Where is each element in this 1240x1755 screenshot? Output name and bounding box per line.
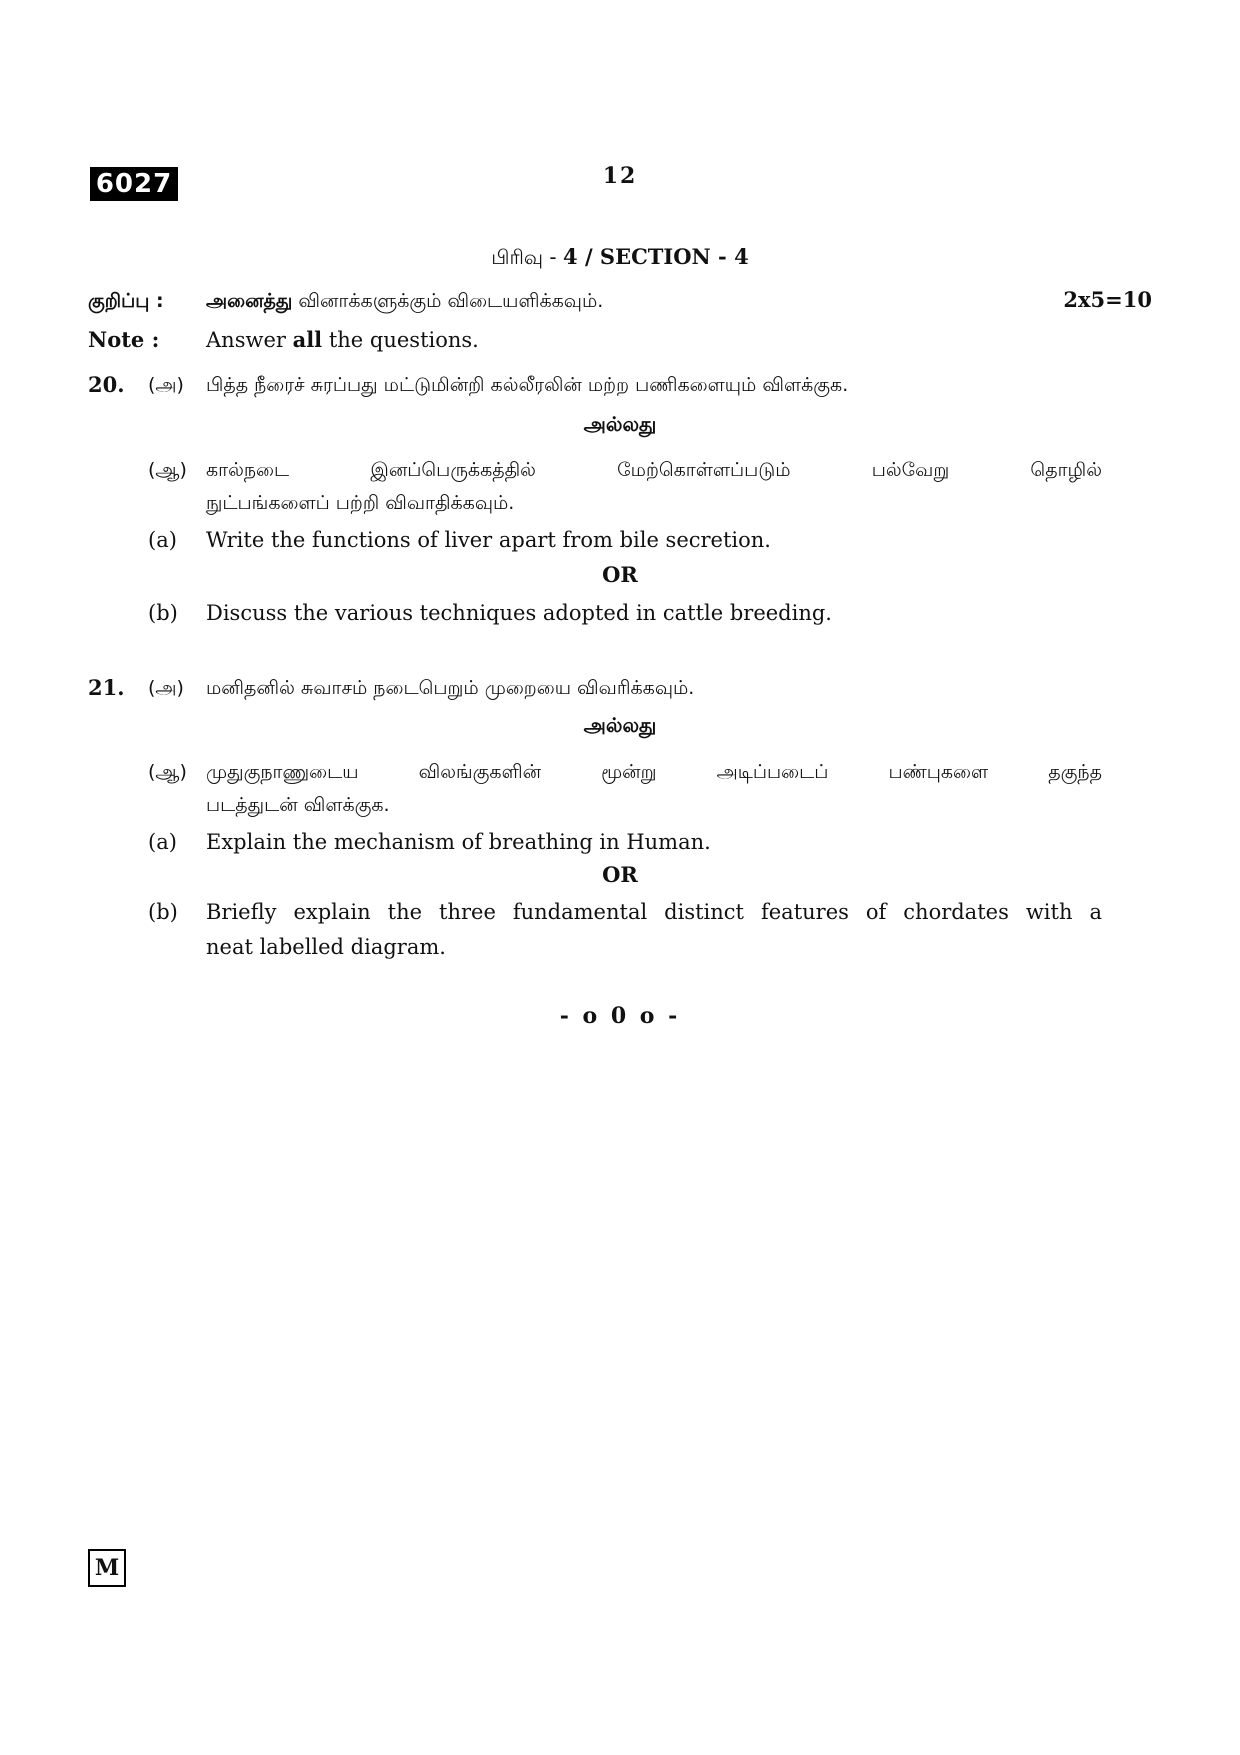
option-label: (ஆ) — [148, 761, 187, 783]
note-english-bold: all — [292, 327, 323, 352]
note-tamil-bold: அனைத்து — [206, 290, 293, 312]
question-21-tamil-a — [88, 673, 1152, 703]
question-21-tamil-b — [88, 757, 1152, 787]
question-text: மனிதனில் சுவாசம் நடைபெறும் முறையை விவரிக்கவும். — [206, 677, 695, 699]
question-text: Write the functions of liver apart from bile secretion. — [206, 528, 771, 552]
option-label: (a) — [148, 528, 177, 552]
medium-mark-box: M — [88, 1549, 126, 1587]
question-text-line: படத்துடன் விளக்குக. — [206, 794, 390, 816]
question-text-line: கால்நடை இனப்பெருக்கத்தில் மேற்கொள்ளப்படும் பல்வேறு தொழில் — [206, 459, 1102, 481]
question-20-tamil-b — [88, 455, 1152, 485]
or-tamil-divider: அல்லது — [583, 412, 657, 436]
or-english-divider: OR — [602, 862, 638, 887]
or-english-divider: OR — [602, 562, 638, 587]
note-english-row — [88, 325, 1152, 355]
page-number: 12 — [602, 163, 638, 189]
option-label: (ஆ) — [148, 459, 187, 481]
note-tamil-row — [88, 285, 1152, 316]
question-20-english-a — [88, 525, 1152, 555]
question-21-tamil-b-cont — [88, 790, 1152, 820]
section-title — [0, 244, 1240, 272]
question-text: Discuss the various techniques adopted in cattle breeding. — [206, 601, 832, 625]
marks-scheme: 2x5=10 — [1063, 287, 1152, 312]
note-english-label: Note : — [88, 327, 160, 352]
question-20-english-b — [88, 598, 1152, 628]
end-of-paper-mark: - o 0 o - — [559, 1003, 681, 1029]
or-tamil-divider: அல்லது — [583, 713, 657, 737]
option-label: (b) — [148, 900, 178, 924]
paper-code-badge: 6027 — [90, 167, 178, 201]
section-title-tamil: பிரிவு - — [491, 245, 564, 269]
question-text-line: Briefly explain the three fundamental distinct features of chordates with a — [206, 900, 1102, 924]
question-text-line: neat labelled diagram. — [206, 935, 446, 959]
note-tamil-label: குறிப்பு : — [88, 290, 164, 312]
option-label: (a) — [148, 830, 177, 854]
question-20-tamil-b-cont — [88, 488, 1152, 518]
question-21-english-b — [88, 897, 1152, 927]
option-label: (அ) — [148, 677, 184, 699]
question-text: Explain the mechanism of breathing in Human. — [206, 830, 711, 854]
question-text-line: முதுகுநாணுடைய விலங்குகளின் மூன்று அடிப்படைப் பண்புகளை தகுந்த — [206, 761, 1102, 783]
note-tamil-text: வினாக்களுக்கும் விடையளிக்கவும். — [292, 290, 604, 312]
question-21-english-a — [88, 827, 1152, 857]
note-english-post: the questions. — [322, 328, 479, 352]
question-text-line: நுட்பங்களைப் பற்றி விவாதிக்கவும். — [206, 492, 515, 514]
option-label: (அ) — [148, 374, 184, 396]
option-label: (b) — [148, 601, 178, 625]
question-number: 21. — [88, 675, 125, 700]
question-20-tamil-a — [88, 370, 1152, 400]
section-title-number: 4 / SECTION - 4 — [563, 244, 749, 269]
question-21-english-b-cont — [88, 932, 1152, 962]
note-english-pre: Answer — [206, 328, 293, 352]
question-number: 20. — [88, 372, 125, 397]
question-text: பித்த நீரைச் சுரப்பது மட்டுமின்றி கல்லீரலின் மற்ற பணிகளையும் விளக்குக. — [206, 374, 849, 396]
